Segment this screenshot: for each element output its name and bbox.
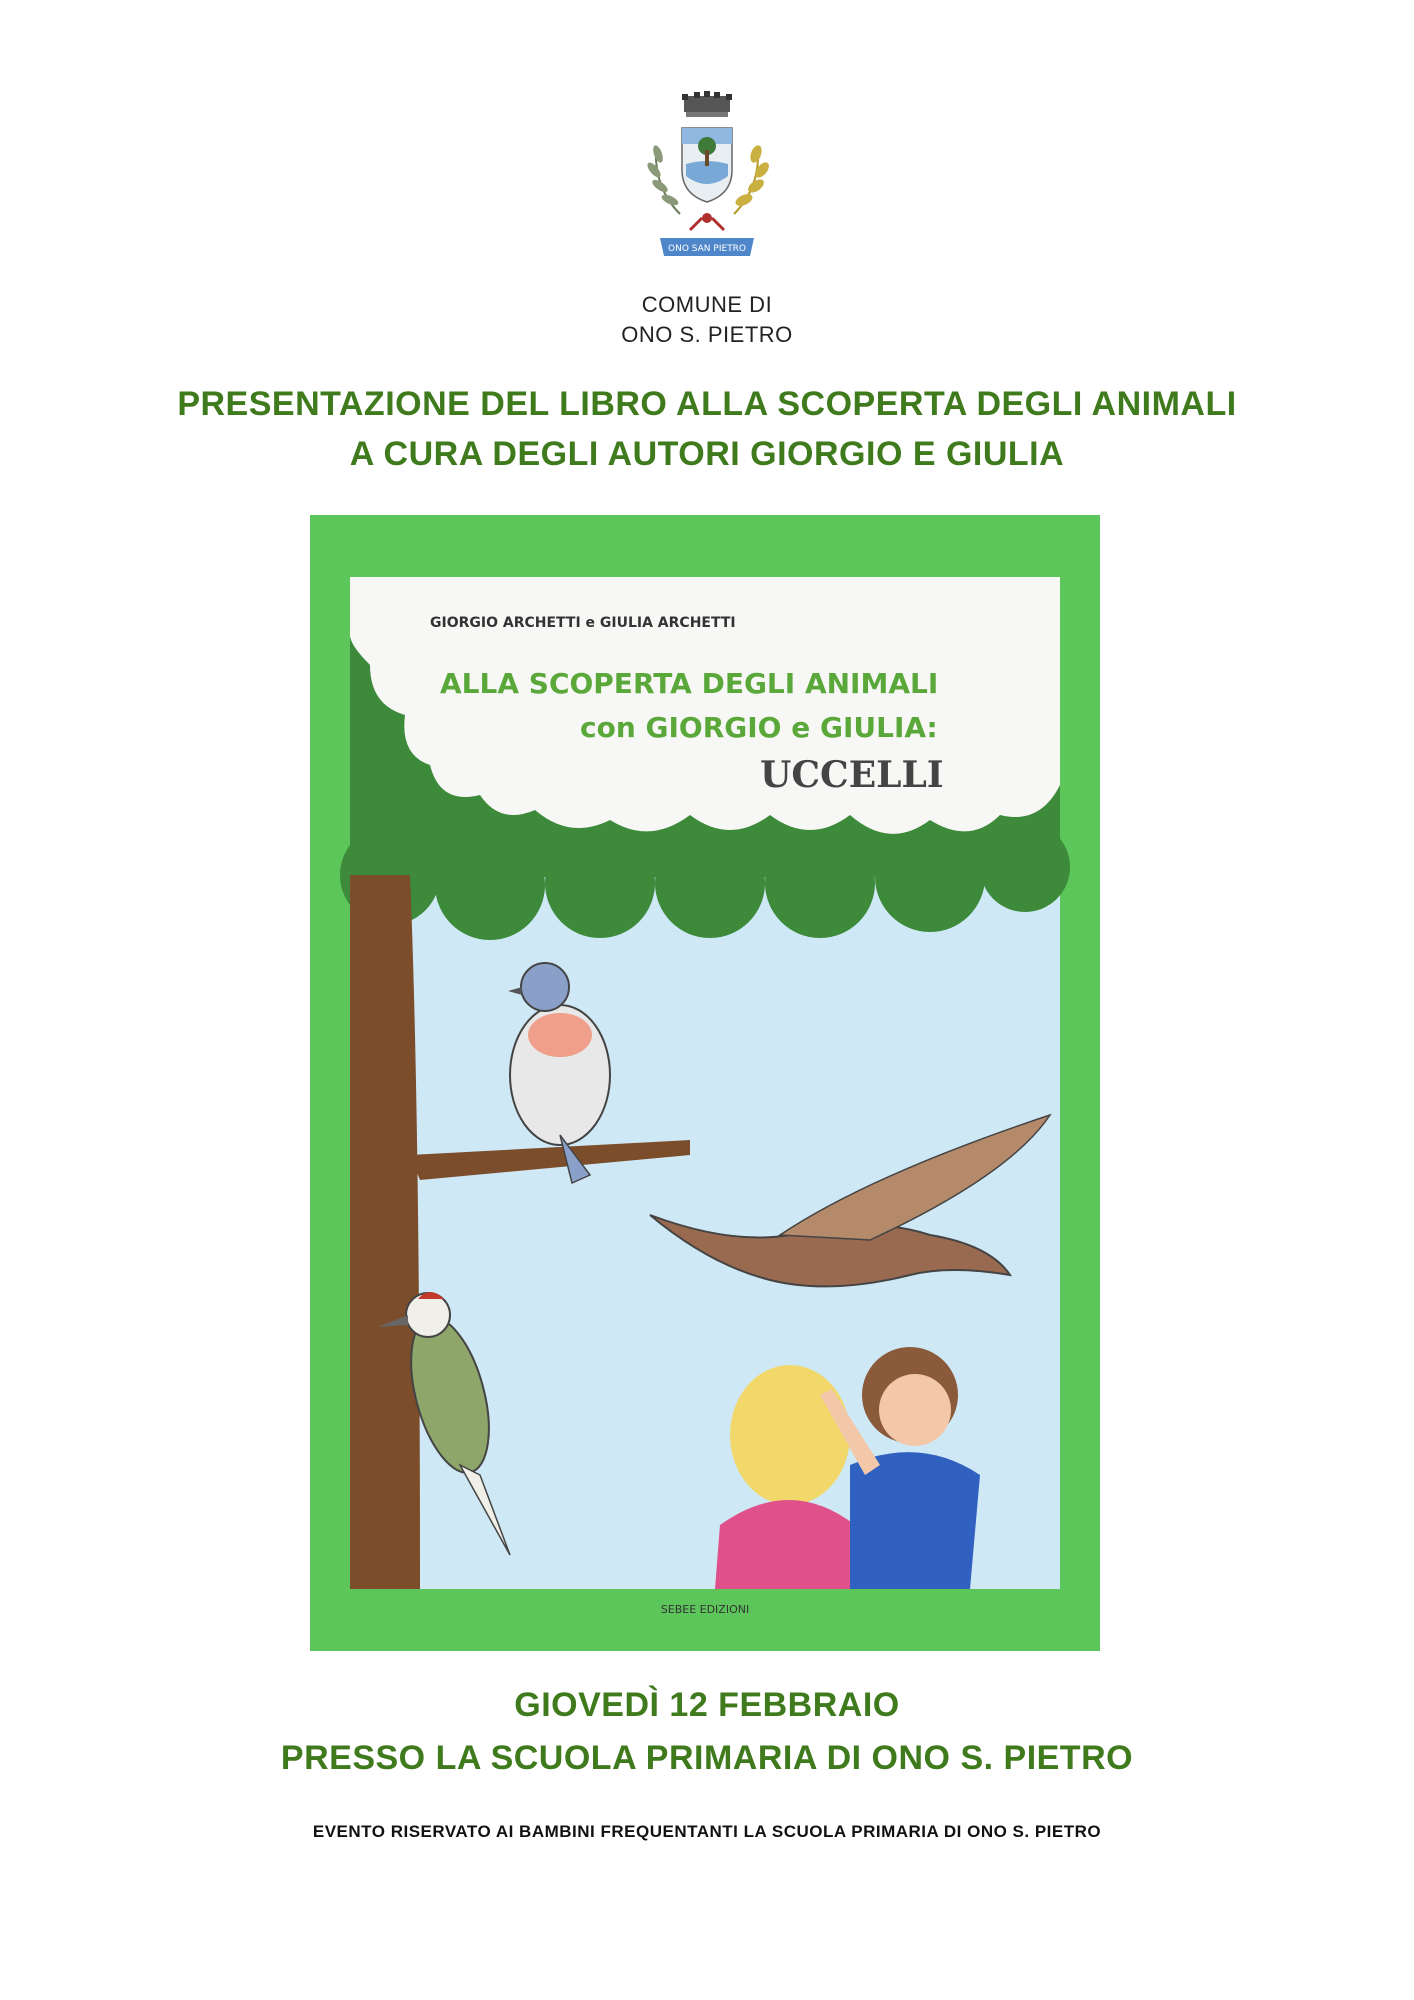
event-date: GIOVEDÌ 12 FEBBRAIO xyxy=(514,1686,900,1724)
crest-ribbon-text: ONO SAN PIETRO xyxy=(668,244,746,254)
cover-title-line1: ALLA SCOPERTA DEGLI ANIMALI xyxy=(440,667,939,700)
cover-title-line2: con GIORGIO e GIULIA: xyxy=(580,711,938,744)
event-title-line2: A CURA DEGLI AUTORI GIORGIO E GIULIA xyxy=(349,435,1065,473)
event-location: PRESSO LA SCUOLA PRIMARIA DI ONO S. PIETRO xyxy=(280,1739,1134,1777)
cover-authors: GIORGIO ARCHETTI e GIULIA ARCHETTI xyxy=(430,615,736,631)
event-title-line1: PRESENTAZIONE DEL LIBRO ALLA SCOPERTA DEGLI ANIMALI xyxy=(177,385,1237,423)
event-note: EVENTO RISERVATO AI BAMBINI FREQUENTANTI LA SCUOLA PRIMARIA DI ONO S. PIETRO xyxy=(312,1822,1102,1841)
cover-subtitle: UCCELLI xyxy=(760,754,944,796)
comune-label: COMUNE DI xyxy=(641,292,773,317)
coat-of-arms-icon xyxy=(632,90,782,270)
comune-name: ONO S. PIETRO xyxy=(621,322,793,347)
book-cover-image xyxy=(310,515,1100,1651)
cover-publisher: SEBEE EDIZIONI xyxy=(660,1603,750,1616)
